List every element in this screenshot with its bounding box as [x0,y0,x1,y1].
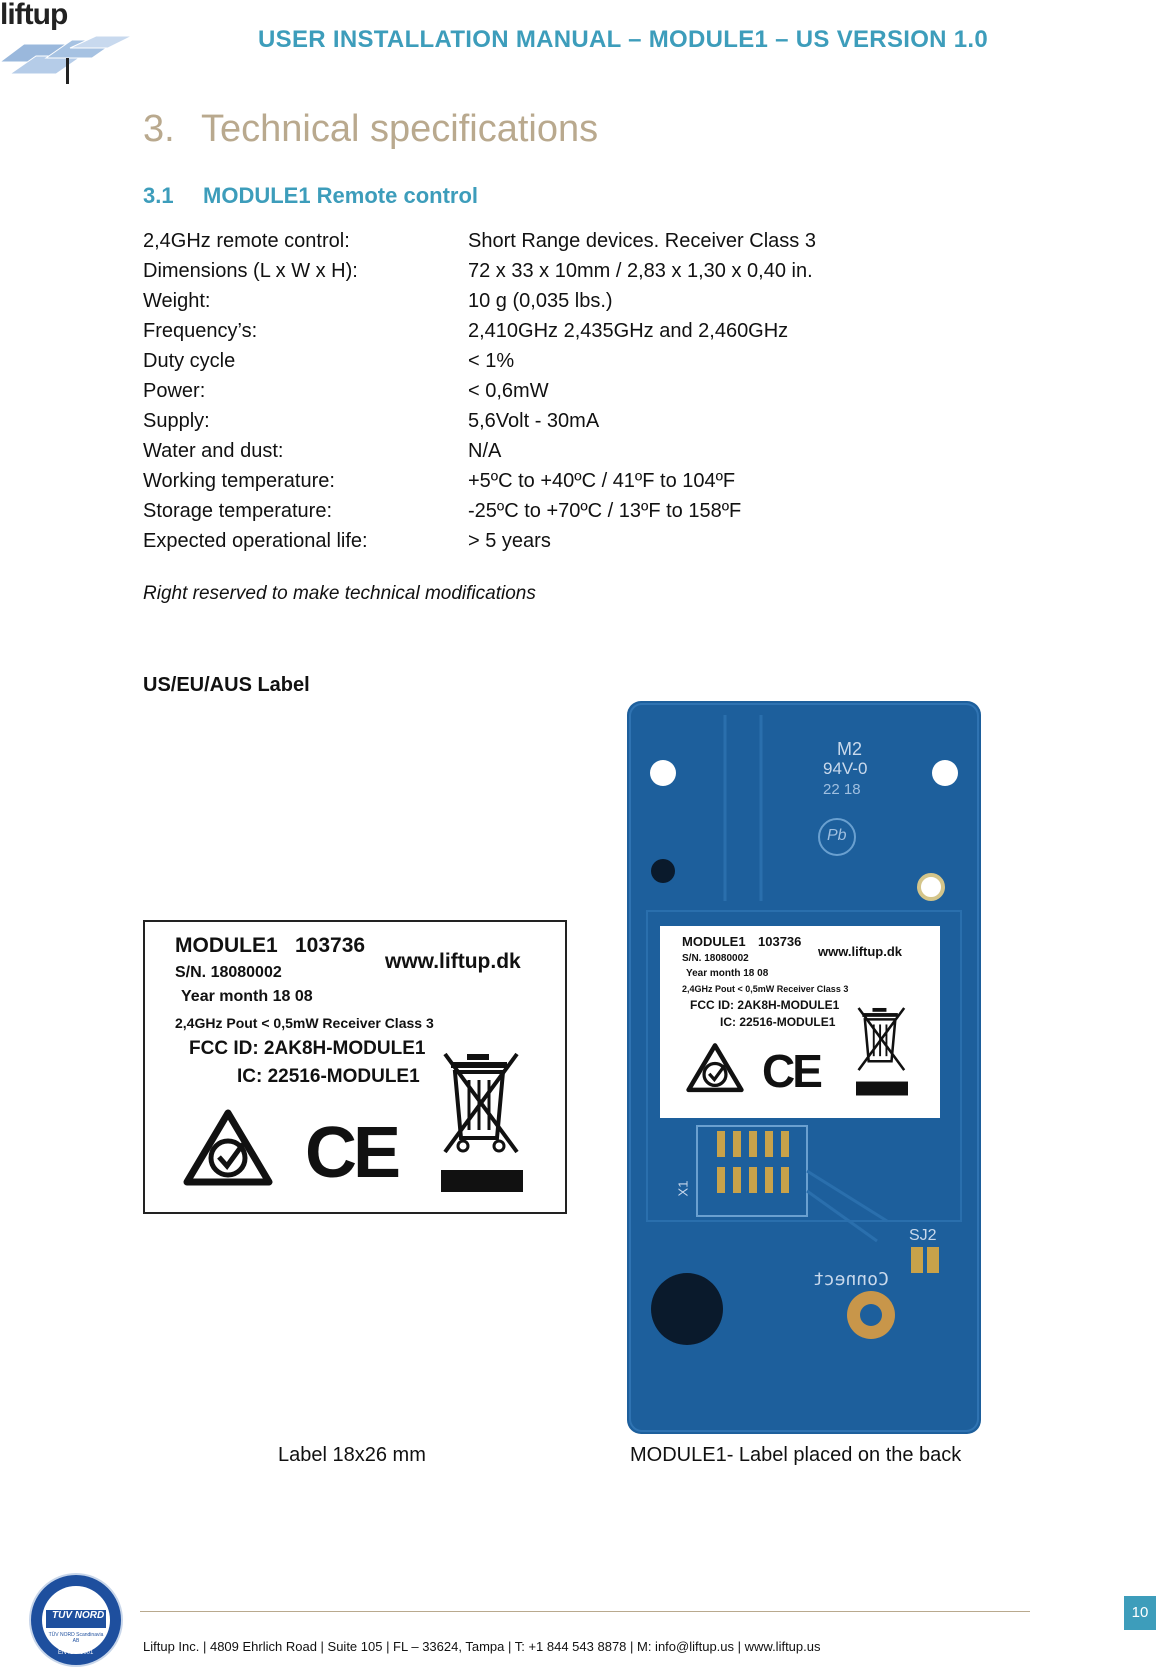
footer-divider [140,1611,1030,1612]
pcb-weee-bin-icon [856,1004,908,1102]
product-label [143,920,567,1214]
spec-value: Short Range devices. Receiver Class 3 [468,230,816,252]
ce-mark-icon: CE [305,1113,398,1193]
spec-value: > 5 years [468,530,551,552]
page-number: 10 [1124,1596,1156,1630]
label-fcc: FCC ID: 2AK8H-MODULE1 [189,1038,426,1059]
pcb-ce-mark-icon: CE [762,1045,820,1097]
pcb-pb-marking: Pb [827,827,847,844]
pcb-label-serial: S/N. 18080002 [682,953,749,964]
pcb-label-part: 103736 [758,934,802,949]
pcb-label-power: 2,4GHz Pout < 0,5mW Receiver Class 3 [682,984,849,994]
spec-label: Supply: [143,410,210,432]
pcb-label-url: www.liftup.dk [818,944,903,959]
liftup-logo [0,0,140,88]
spec-row [143,406,816,436]
pcb-date-marking: 22 18 [823,781,861,798]
section-number: 3. [143,108,175,150]
pcb-label-ic: IC: 22516-MODULE1 [720,1015,836,1029]
subsection-heading [143,183,478,209]
label-ic: IC: 22516-MODULE1 [237,1066,420,1087]
tuv-brand: TÜV NORD [52,1610,105,1621]
pcb-product-label [660,926,940,1118]
spec-row [143,256,816,286]
section-title: Technical specifications [201,108,599,150]
label-part: 103736 [295,934,366,957]
pcb-label-fcc: FCC ID: 2AK8H-MODULE1 [690,998,840,1012]
spec-value: 10 g (0,035 lbs.) [468,290,613,312]
pcb-connect-marking: Connect [813,1269,889,1290]
pcb-94v-marking: 94V-0 [823,759,868,778]
tuv-certification-badge [28,1572,124,1668]
tuv-iso: EN ISO 9001 [58,1650,94,1656]
label-year: Year month 18 08 [181,988,313,1005]
spec-row [143,466,816,496]
pcb-photo [627,701,981,1434]
subsection-title: MODULE1 Remote control [203,183,479,208]
spec-row [143,346,816,376]
spec-table [143,226,816,556]
label-model: MODULE1 [175,934,278,957]
spec-value: 2,410GHz 2,435GHz and 2,460GHz [468,320,789,342]
pcb-x1-marking: X1 [675,1180,691,1197]
section-heading [143,108,598,151]
spec-label: Frequency’s: [143,320,258,342]
spec-value: +5ºC to +40ºC / 41ºF to 104ºF [468,470,736,492]
spec-label: 2,4GHz remote control: [143,230,350,252]
spec-row [143,436,816,466]
spec-value: 5,6Volt - 30mA [468,410,600,432]
weee-bin-icon [441,1048,523,1202]
label-serial: S/N. 18080002 [175,964,282,981]
modification-note: Right reserved to make technical modifications [143,583,536,604]
label-url: www.liftup.dk [385,950,521,973]
caption-label-size: Label 18x26 mm [278,1444,426,1466]
spec-label: Storage temperature: [143,500,332,522]
spec-row [143,286,816,316]
spec-row [143,496,816,526]
spec-row [143,226,816,256]
rcm-mark-icon [183,1108,273,1188]
logo-wordmark: liftup [0,0,68,31]
pcb-label-year: Year month 18 08 [686,968,769,979]
header-title: USER INSTALLATION MANUAL – MODULE1 – US VERSION 1.0 [258,26,989,53]
spec-label: Expected operational life: [143,530,368,552]
spec-label: Working temperature: [143,470,335,492]
spec-label: Water and dust: [143,440,284,462]
pcb-label-model: MODULE1 [682,934,746,949]
spec-value: 72 x 33 x 10mm / 2,83 x 1,30 x 0,40 in. [468,260,813,282]
spec-row [143,526,816,556]
spec-row [143,316,816,346]
spec-label: Weight: [143,290,211,312]
spec-value: < 0,6mW [468,380,549,402]
spec-label: Dimensions (L x W x H): [143,260,358,282]
label-heading: US/EU/AUS Label [143,674,310,696]
spec-label: Power: [143,380,206,402]
spec-row [143,376,816,406]
pcb-m2-marking: M2 [837,739,863,759]
spec-label: Duty cycle [143,350,236,372]
pcb-rcm-mark-icon [686,1042,744,1094]
label-power: 2,4GHz Pout < 0,5mW Receiver Class 3 [175,1015,434,1031]
pcb-sj2-marking: SJ2 [909,1227,937,1244]
footer-contact: Liftup Inc. | 4809 Ehrlich Road | Suite 105 | FL – 33624, Tampa | T: +1 844 543 8878 | M: info@liftup.us | www.liftup.us [143,1639,821,1654]
spec-value: < 1% [468,350,515,372]
tuv-subtitle: TÜV NORD Scandinavia AB [48,1632,104,1644]
spec-value: N/A [468,440,502,462]
caption-label-placement: MODULE1- Label placed on the back [630,1444,962,1466]
spec-value: -25ºC to +70ºC / 13ºF to 158ºF [468,500,742,522]
subsection-number: 3.1 [143,183,174,208]
